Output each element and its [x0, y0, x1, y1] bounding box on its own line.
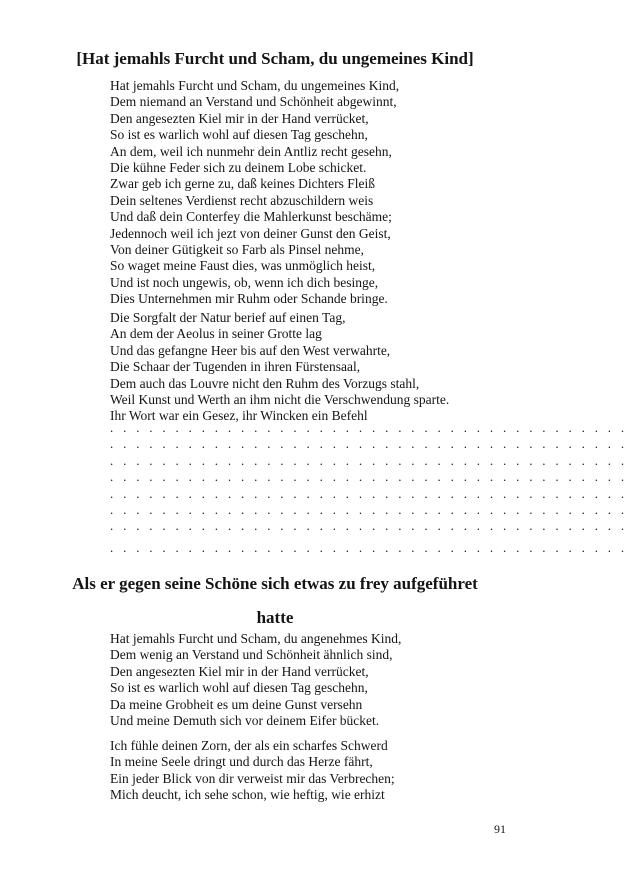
verse-line: Ihr Wort war ein Gesez, ihr Wincken ein Befehl	[110, 408, 368, 424]
verse-line: Und daß dein Conterfey die Mahlerkunst beschäme;	[110, 209, 392, 225]
poem2-stanza-2	[110, 738, 395, 804]
verse-line: Den angesezten Kiel mir in der Hand verrücket,	[110, 663, 369, 679]
dotted-line: . . . . . . . . . . . . . . . . . . . . . . . . . . . . . . . . . . . . . . . .	[110, 469, 627, 485]
dotted-line: . . . . . . . . . . . . . . . . . . . . . . . . . . . . . . . . . . . . . . . .	[110, 485, 627, 501]
verse-line: Ein jeder Blick von dir verweist mir das Verbrechen;	[110, 770, 395, 786]
verse-line: Und meine Demuth sich vor deinem Eifer bücket.	[110, 713, 380, 729]
verse-line: So waget meine Faust dies, was unmöglich heist,	[110, 258, 376, 274]
verse-line: Die Schaar der Tugenden in ihren Fürstensaal,	[110, 359, 361, 375]
dotted-line: . . . . . . . . . . . . . . . . . . . . . . . . . . . . . . . . . . . . . . . .	[110, 502, 627, 518]
dotted-line: . . . . . . . . . . . . . . . . . . . . . . . . . . . . . . . . . . . . . . . .	[110, 420, 627, 435]
verse-line: Von deiner Gütigkeit so Farb als Pinsel nehme,	[110, 242, 364, 258]
omission-dots-final	[110, 540, 627, 556]
verse-line: Dein seltenes Verdienst recht abzuschildern weis	[110, 192, 374, 208]
verse-line: Zwar geb ich gerne zu, daß keines Dichters Fleiß	[110, 176, 376, 192]
dotted-line: . . . . . . . . . . . . . . . . . . . . . . . . . . . . . . . . . . . . . . . .	[110, 436, 627, 452]
verse-line: Mich deucht, ich sehe schon, wie heftig, wie erhizt	[110, 787, 385, 803]
verse-line: Da meine Grobheit es um deine Gunst versehn	[110, 696, 363, 712]
dotted-line: . . . . . . . . . . . . . . . . . . . . . . . . . . . . . . . . . . . . . . . .	[110, 452, 627, 468]
verse-line: Weil Kunst und Werth an ihm nicht die Verschwendung sparte.	[110, 392, 450, 408]
verse-line: Die Sorgfalt der Natur berief auf einen Tag,	[110, 310, 346, 325]
verse-line: Dem wenig an Verstand und Schönheit ähnlich sind,	[110, 647, 393, 663]
poem1-stanza-2	[110, 310, 449, 425]
verse-line: So ist es warlich wohl auf diesen Tag geschehn,	[110, 680, 368, 696]
verse-line: An dem der Aeolus in seiner Grotte lag	[110, 326, 322, 342]
verse-line: Jedennoch weil ich jezt von deiner Gunst den Geist,	[110, 225, 391, 241]
poem2-stanza-1	[110, 631, 401, 729]
verse-line: Und ist noch ungewis, ob, wenn ich dich besinge,	[110, 274, 379, 290]
verse-line: Hat jemahls Furcht und Scham, du angenehmes Kind,	[110, 631, 402, 646]
poem1-stanza-1	[110, 78, 399, 308]
poem-title: Als er gegen seine Schöne sich etwas zu frey aufgeführet	[72, 574, 478, 593]
verse-line: So ist es warlich wohl auf diesen Tag geschehn,	[110, 127, 368, 143]
verse-line: Dies Unternehmen mir Ruhm oder Schande bringe.	[110, 291, 388, 307]
dotted-line: . . . . . . . . . . . . . . . . . . . . . . . . . . . . . . . . . . . . . . . .	[110, 540, 627, 555]
verse-line: An dem, weil ich nunmehr dein Antliz recht gesehn,	[110, 143, 392, 159]
verse-line: Ich fühle deinen Zorn, der als ein scharfes Schwerd	[110, 738, 388, 753]
omission-dots	[110, 420, 627, 535]
verse-line: Dem niemand an Verstand und Schönheit abgewinnt,	[110, 94, 397, 110]
verse-line: Und das gefangne Heer bis auf den West verwahrte,	[110, 342, 391, 358]
verse-line: Hat jemahls Furcht und Scham, du ungemeines Kind,	[110, 78, 400, 93]
verse-line: Die kühne Feder sich zu deinem Lobe schicket.	[110, 160, 367, 176]
verse-line: In meine Seele dringt und durch das Herze fährt,	[110, 754, 373, 770]
page-number: 91	[494, 822, 506, 836]
poem-title: [Hat jemahls Furcht und Scham, du ungemeines Kind]	[76, 49, 474, 68]
verse-line: Den angesezten Kiel mir in der Hand verrücket,	[110, 110, 369, 126]
verse-line: Dem auch das Louvre nicht den Ruhm des Vorzugs stahl,	[110, 375, 420, 391]
dotted-line: . . . . . . . . . . . . . . . . . . . . . . . . . . . . . . . . . . . . . . . .	[110, 518, 627, 534]
poem-title-continuation: hatte	[256, 608, 294, 627]
